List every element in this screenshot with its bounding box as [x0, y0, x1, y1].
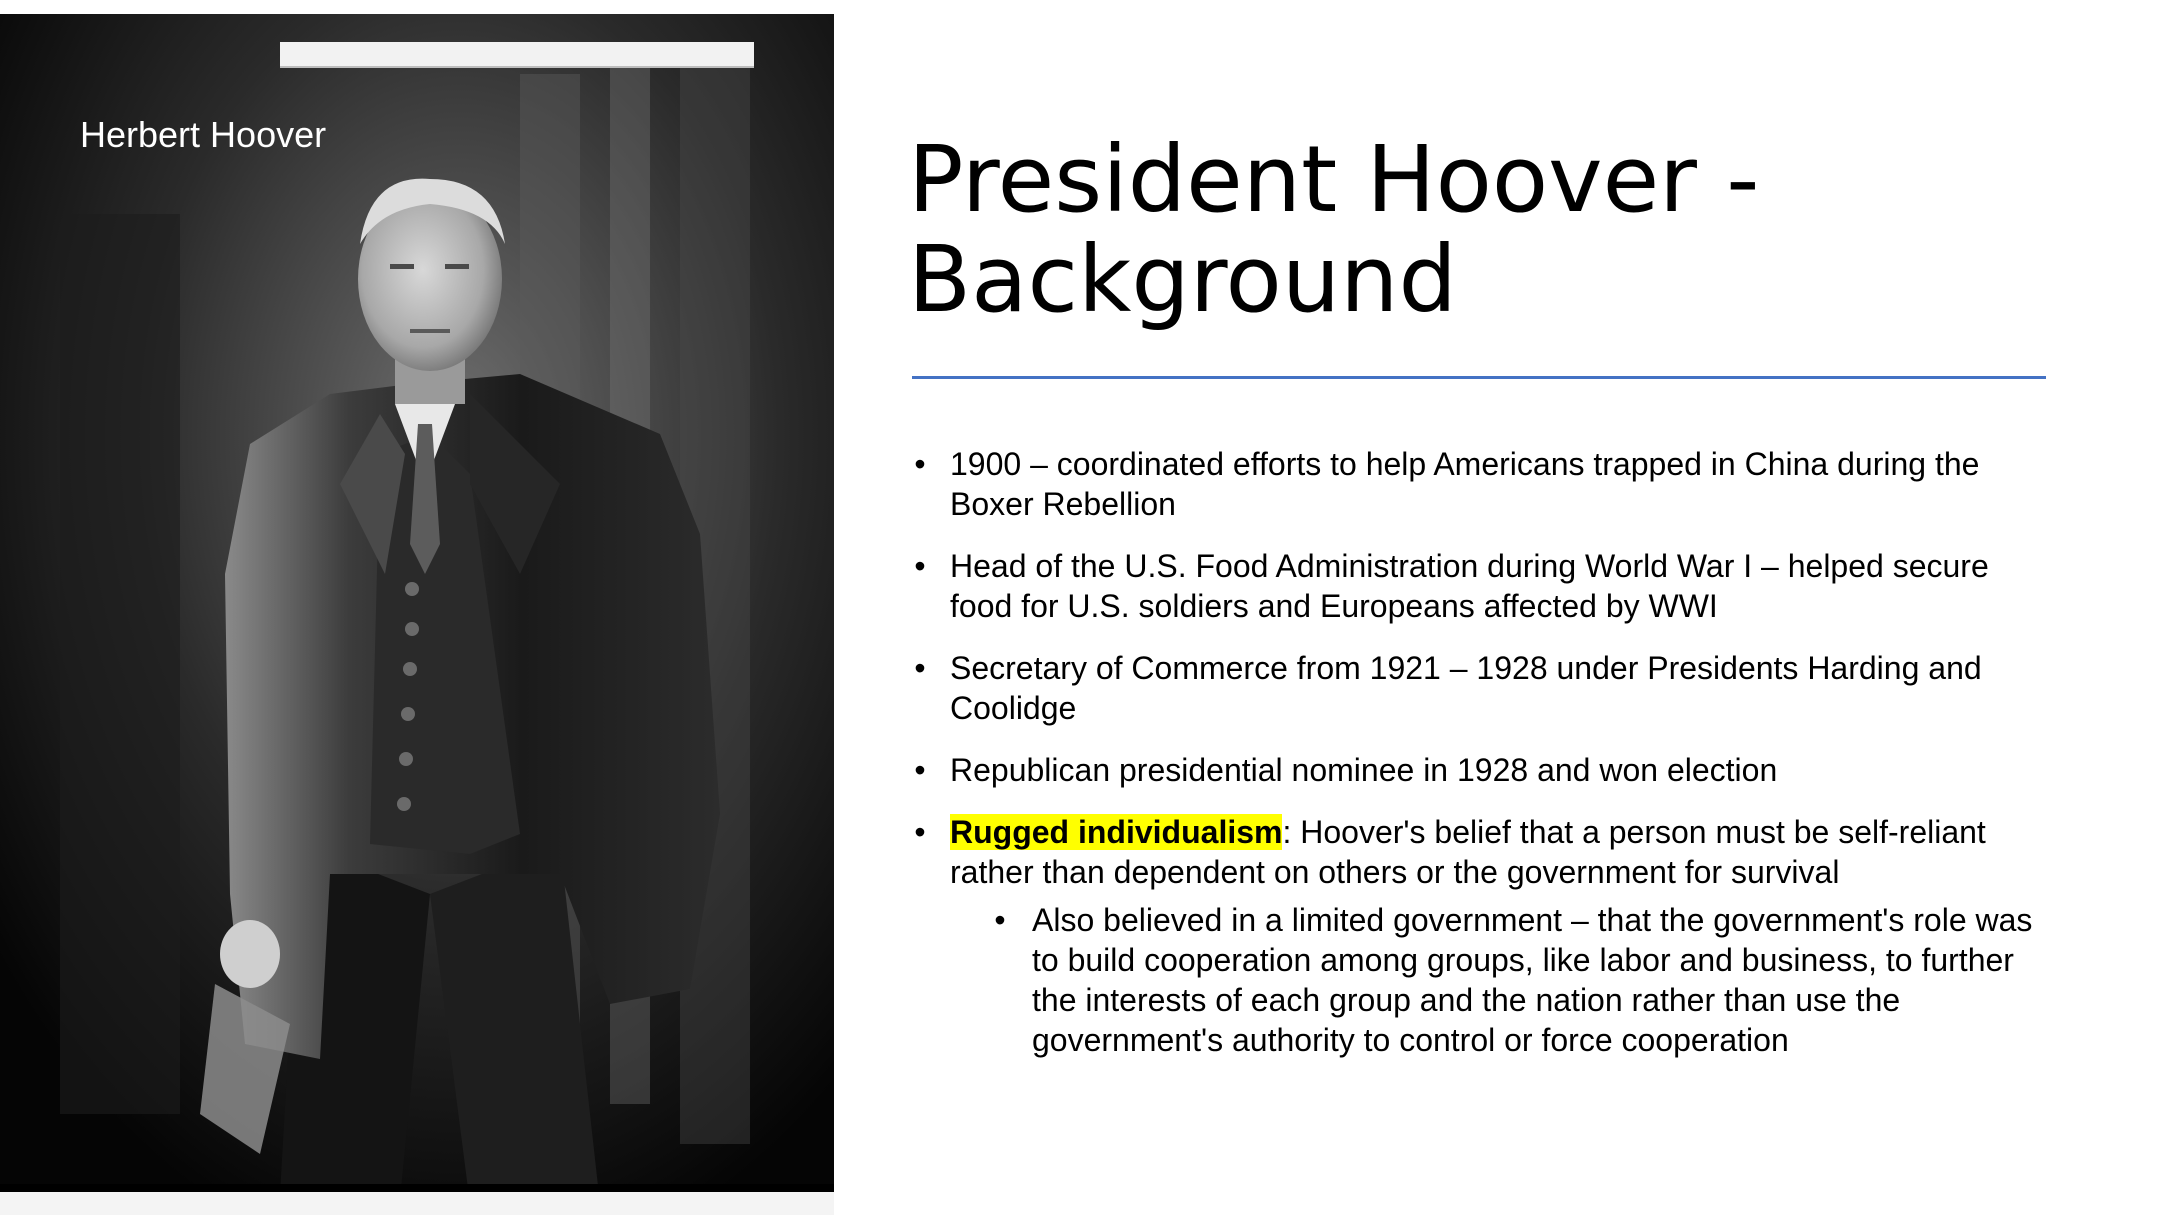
list-item	[908, 750, 2048, 790]
bullet-text: : Hoover's belief that a person must be self-reliant rather than dependent on others or the government for survival	[950, 814, 1986, 890]
bullet-text: Republican presidential nominee in 1928 and won election	[950, 752, 1778, 788]
bullet-dot-icon: •	[994, 902, 1006, 938]
bullet-text: 1900 – coordinated efforts to help Americans trapped in China during the Boxer Rebellion	[950, 446, 1980, 522]
bullet-dot-icon: •	[914, 650, 926, 686]
slide-title: President Hoover - Background	[908, 126, 1760, 333]
bullet-list	[908, 444, 2048, 1082]
bullet-dot-icon: •	[914, 752, 926, 788]
list-item	[908, 444, 2048, 524]
list-item	[908, 648, 2048, 728]
bullet-text: Head of the U.S. Food Administration during World War I – helped secure food for U.S. soldiers and Europeans affected by WWI	[950, 548, 1989, 624]
bullet-dot-icon: •	[914, 548, 926, 584]
title-divider	[912, 376, 2046, 379]
negative-label	[280, 42, 754, 68]
sub-bullet-text: Also believed in a limited government – that the government's role was to build cooperation among groups, like labor and business, to further the interests of each group and the nation rather than use the government's authority to control or force cooperation	[1032, 902, 2033, 1058]
list-item	[908, 546, 2048, 626]
bullet-dot-icon: •	[914, 814, 926, 850]
sub-list-item	[950, 900, 2048, 1060]
list-item	[908, 812, 2048, 1060]
photo-caption: Herbert Hoover	[80, 114, 327, 155]
highlighted-term: Rugged individualism	[950, 814, 1283, 850]
portrait-photo-icon	[0, 14, 834, 1215]
sub-bullet-list	[950, 900, 2048, 1060]
portrait-photo	[0, 14, 834, 1215]
bullet-dot-icon: •	[914, 446, 926, 482]
bullet-text: Secretary of Commerce from 1921 – 1928 under Presidents Harding and Coolidge	[950, 650, 1982, 726]
